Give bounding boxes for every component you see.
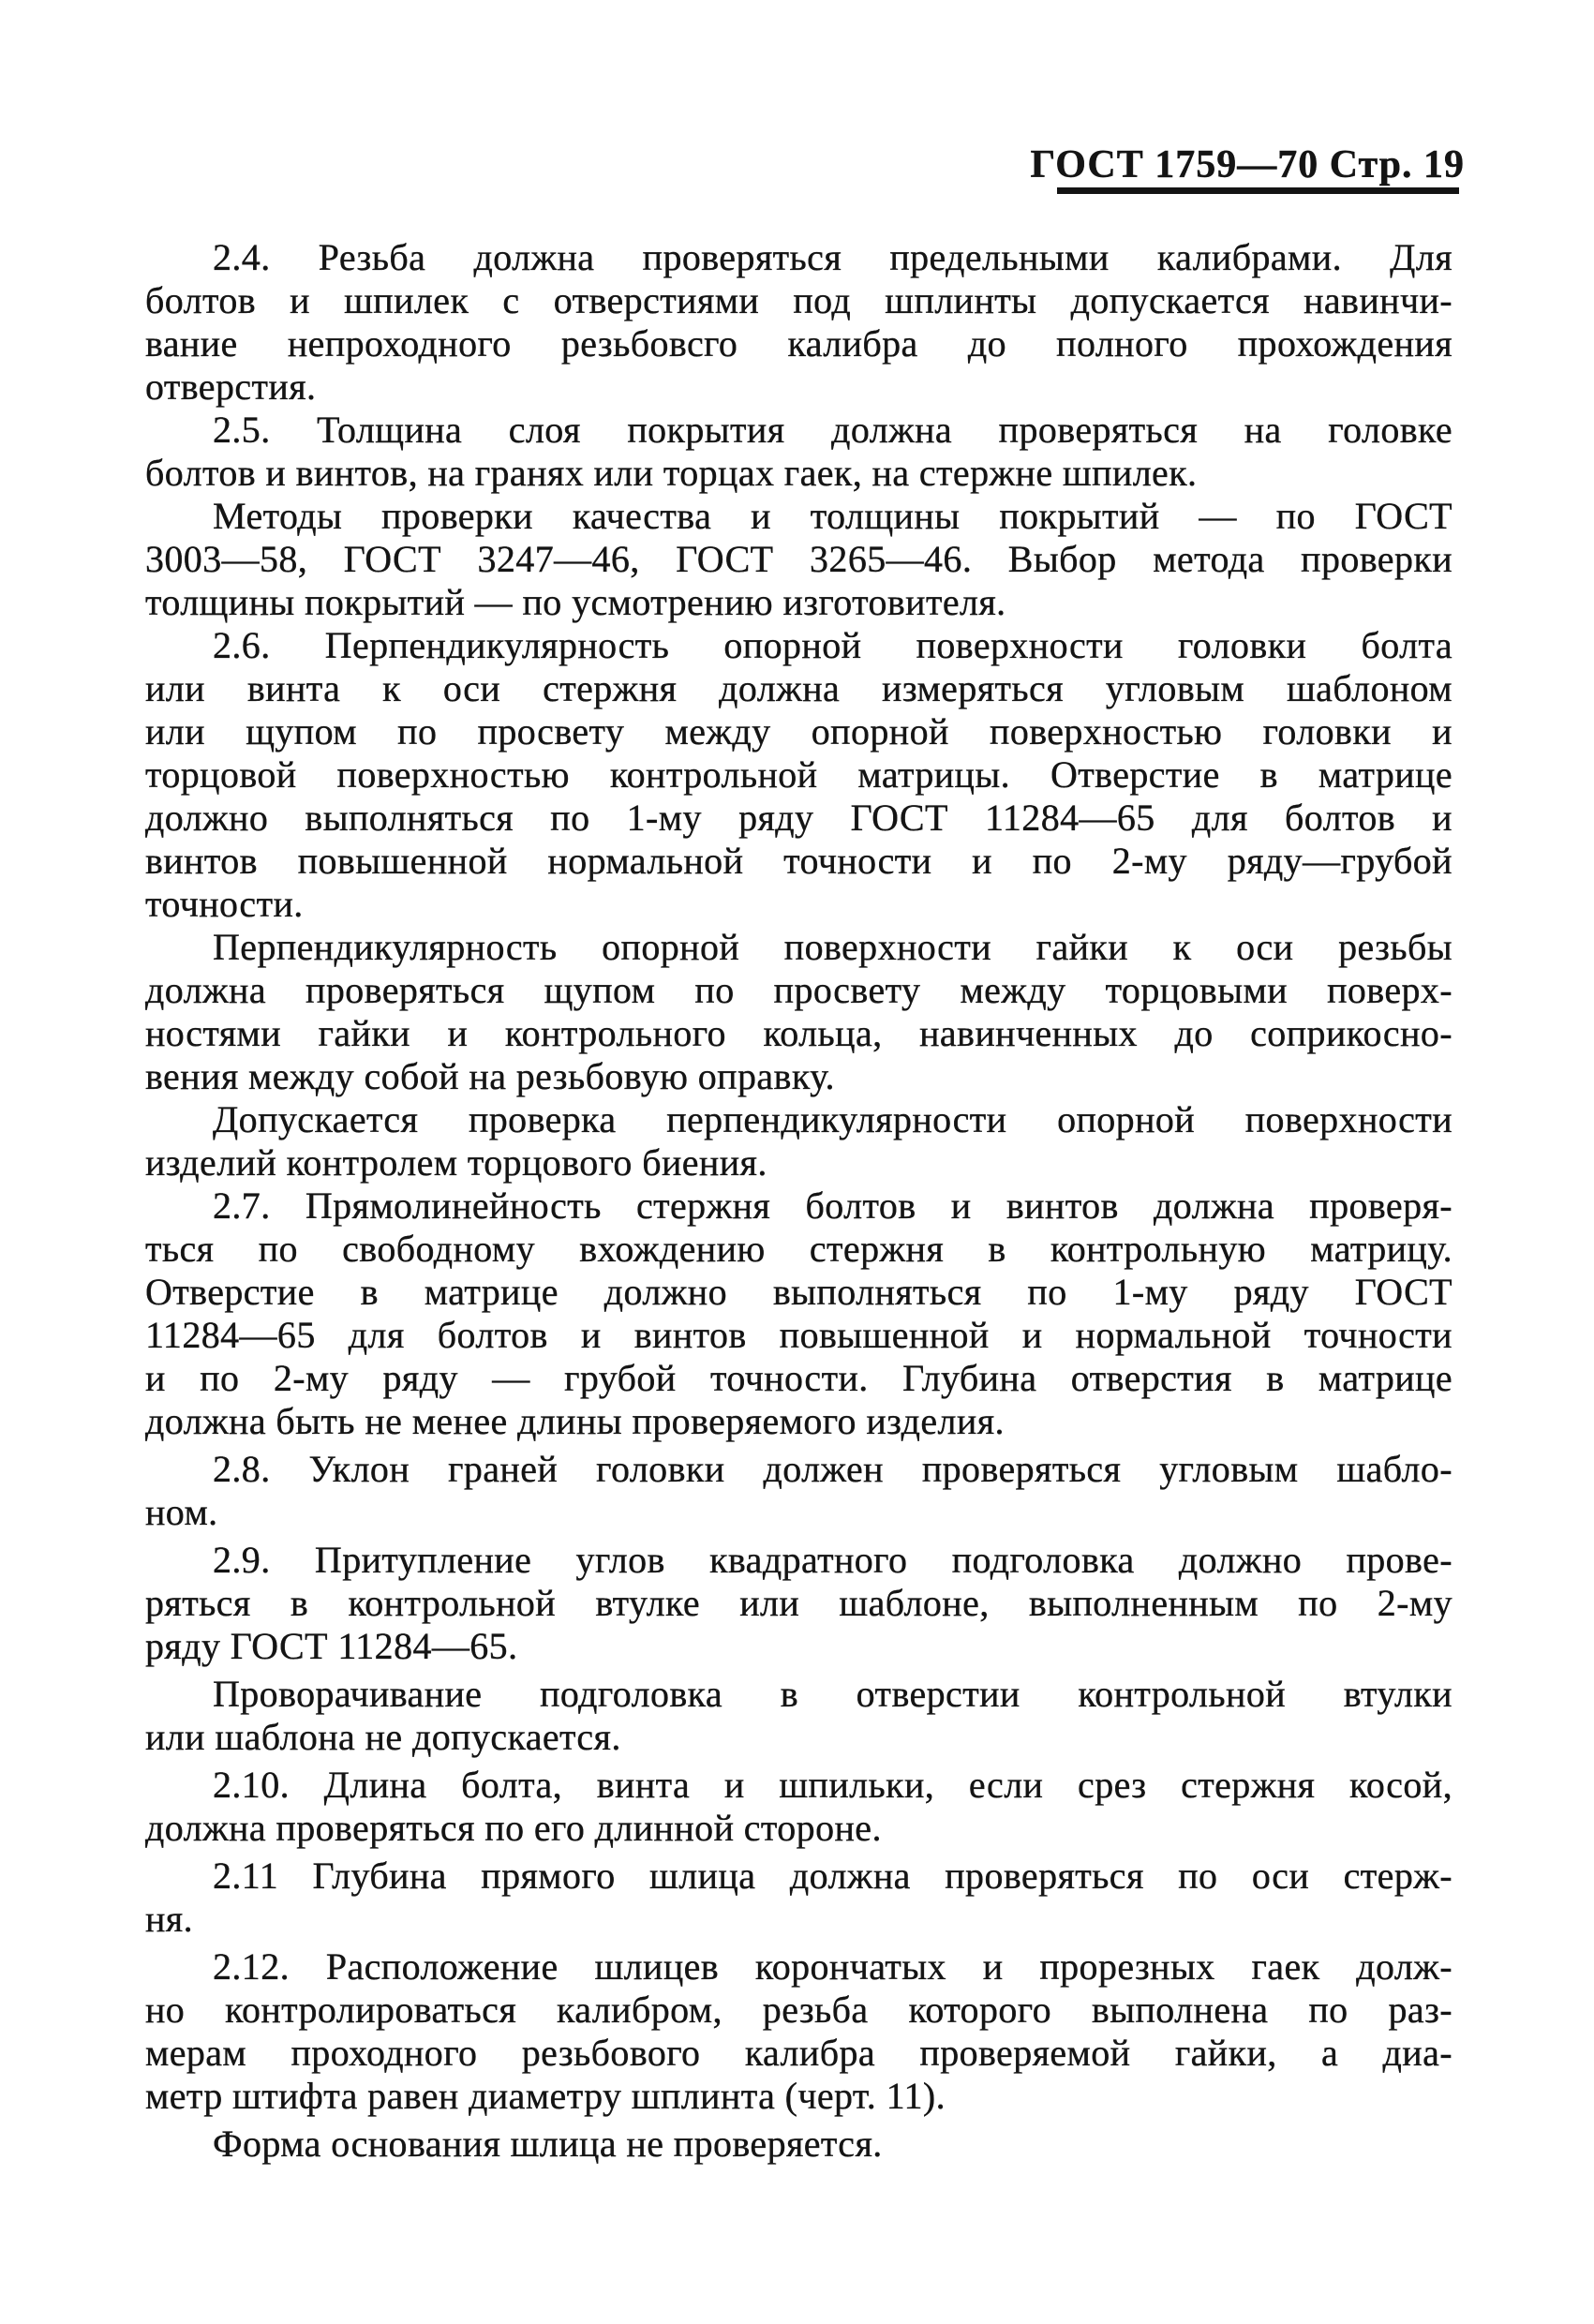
text-line: винтов повышенной нормальной точности и по 2-му ряду—грубой xyxy=(145,840,1452,882)
text-line: метр штифта равен диаметру шплинта (черт. 11). xyxy=(145,2075,946,2117)
paragraph xyxy=(145,624,1452,926)
text-line: Перпендикулярность опорной поверхности гайки к оси резьбы xyxy=(213,926,1452,968)
paragraph xyxy=(145,2123,1452,2166)
text-line: торцовой поверхностью контрольной матрицы. Отверстие в матрице xyxy=(145,753,1452,796)
text-line: 2.12. Расположение шлицев корончатых и прорезных гаек долж- xyxy=(213,1945,1452,1988)
paragraph xyxy=(145,1945,1452,2118)
text-line: 2.5. Толщина слоя покрытия должна проверяться на головке xyxy=(213,409,1452,451)
paragraph xyxy=(145,1855,1452,1941)
text-line: ном. xyxy=(145,1491,218,1533)
text-line: или щупом по просвету между опорной поверхностью головки и xyxy=(145,710,1452,752)
text-line: мерам проходного резьбового калибра проверяемой гайки, а диа- xyxy=(145,2032,1452,2074)
text-line: но контролироваться калибром, резьба которого выполнена по раз- xyxy=(145,1989,1452,2031)
paragraph xyxy=(145,409,1452,495)
text-line: ностями гайки и контрольного кольца, навинченных до соприкосно- xyxy=(145,1012,1452,1054)
paragraph xyxy=(145,1764,1452,1850)
text-line: 2.4. Резьба должна проверяться предельными калибрами. Для xyxy=(213,236,1452,278)
paragraph xyxy=(145,1448,1452,1534)
text-line: 2.7. Прямолинейность стержня болтов и винтов должна проверя- xyxy=(213,1184,1452,1227)
running-head-title: ГОСТ 1759—70 Стр. 19 xyxy=(1030,143,1465,186)
text-line: отверстия. xyxy=(145,365,317,408)
text-line: Методы проверки качества и толщины покрытий — по ГОСТ xyxy=(213,495,1452,537)
text-line: 11284—65 для болтов и винтов повышенной и нормальной точности xyxy=(145,1314,1452,1356)
paragraph xyxy=(145,1184,1452,1443)
text-line: должна быть не менее длины проверяемого изделия. xyxy=(145,1400,1005,1442)
text-line: Форма основания шлица не проверяется. xyxy=(213,2123,883,2165)
text-line: 2.10. Длина болта, винта и шпильки, если срез стержня косой, xyxy=(213,1764,1452,1806)
text-line: ться по свободному вхождению стержня в контрольную матрицу. xyxy=(145,1228,1452,1270)
text-line: Допускается проверка перпендикулярности опорной поверхности xyxy=(213,1098,1452,1140)
text-line: 3003—58, ГОСТ 3247—46, ГОСТ 3265—46. Выбор метода проверки xyxy=(145,538,1452,580)
text-line: и по 2-му ряду — грубой точности. Глубина отверстия в матрице xyxy=(145,1357,1452,1399)
paragraph xyxy=(145,1539,1452,1668)
text-line: толщины покрытий — по усмотрению изготовителя. xyxy=(145,581,1006,623)
text-line: вание непроходного резьбовсго калибра до полного прохождения xyxy=(145,322,1452,365)
text-line: ня. xyxy=(145,1898,194,1940)
text-line: болтов и винтов, на гранях или торцах гаек, на стержне шпилек. xyxy=(145,452,1198,494)
paragraph xyxy=(145,1673,1452,1759)
text-line: ряться в контрольной втулке или шаблоне, выполненным по 2-му xyxy=(145,1582,1452,1624)
text-line: 2.8. Уклон граней головки должен проверяться угловым шабло- xyxy=(213,1448,1452,1490)
text-line: должна проверяться щупом по просвету между торцовыми поверх- xyxy=(145,969,1452,1011)
text-line: 2.9. Притупление углов квадратного подголовка должно прове- xyxy=(213,1539,1452,1581)
text-line: или винта к оси стержня должна измеряться угловым шаблоном xyxy=(145,667,1452,709)
text-line: Проворачивание подголовка в отверстии контрольной втулки xyxy=(213,1673,1452,1715)
paragraph xyxy=(145,926,1452,1098)
document-body xyxy=(145,236,1452,2166)
text-line: 2.6. Перпендикулярность опорной поверхности головки болта xyxy=(213,624,1452,666)
text-line: точности. xyxy=(145,883,304,925)
text-line: 2.11 Глубина прямого шлица должна проверяться по оси стерж- xyxy=(213,1855,1452,1897)
paragraph xyxy=(145,495,1452,624)
paragraph xyxy=(145,1098,1452,1184)
text-line: болтов и шпилек с отверстиями под шплинты допускается навинчи- xyxy=(145,279,1452,321)
text-line: вения между собой на резьбовую оправку. xyxy=(145,1055,835,1097)
text-line: или шаблона не допускается. xyxy=(145,1716,621,1758)
text-line: изделий контролем торцового биения. xyxy=(145,1141,767,1184)
text-line: должно выполняться по 1-му ряду ГОСТ 11284—65 для болтов и xyxy=(145,797,1452,839)
paragraph xyxy=(145,236,1452,409)
header-rule xyxy=(1057,187,1459,194)
text-line: Отверстие в матрице должно выполняться по 1-му ряду ГОСТ xyxy=(145,1271,1452,1313)
text-line: ряду ГОСТ 11284—65. xyxy=(145,1625,518,1667)
text-line: должна проверяться по его длинной стороне. xyxy=(145,1807,882,1849)
